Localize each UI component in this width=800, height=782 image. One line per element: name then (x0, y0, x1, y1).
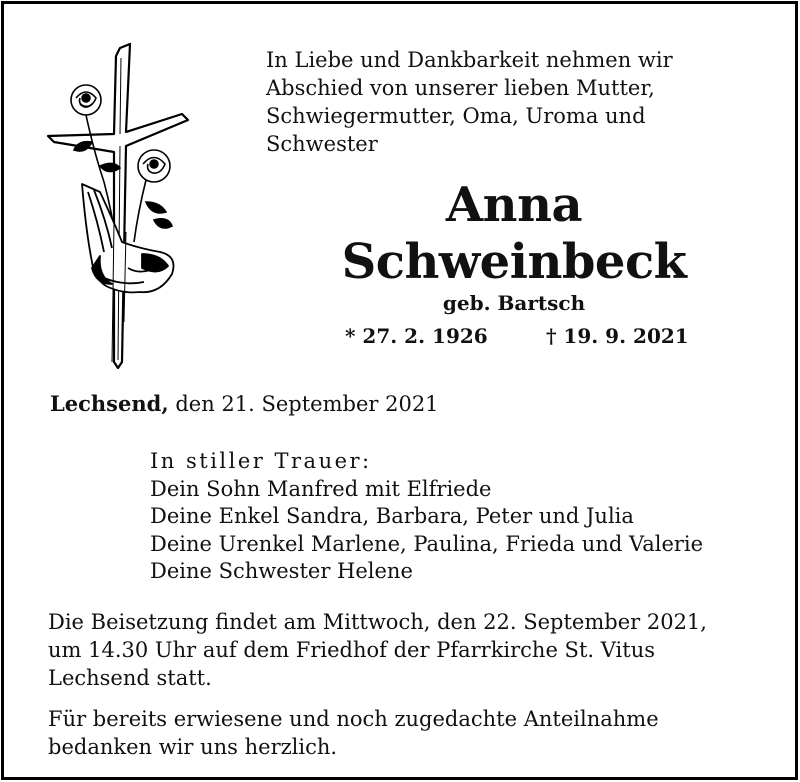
cross-roses-praying-hands-icon (42, 42, 192, 372)
funeral-line: Lechsend statt. (48, 666, 212, 690)
mourners-heading: In stiller Trauer: (150, 449, 372, 473)
funeral-line: um 14.30 Uhr auf dem Friedhof der Pfarrkirche St. Vitus (48, 638, 655, 662)
intro-line: Schwiegermutter, Oma, Uroma und (266, 104, 646, 128)
intro-text (266, 46, 766, 158)
mourner-line: Dein Sohn Manfred mit Elfriede (150, 476, 492, 501)
death-date: † 19. 9. 2021 (546, 324, 689, 348)
intro-line: In Liebe und Dankbarkeit nehmen wir (266, 48, 673, 72)
thanks-note (48, 705, 659, 761)
place-date-line (50, 391, 439, 416)
maiden-name: geb. Bartsch (442, 291, 586, 315)
funeral-line: Die Beisetzung findet am Mittwoch, den 22. September 2021, (48, 610, 707, 634)
place-name: Lechsend, (50, 391, 169, 416)
deceased-first-name: Anna (445, 177, 583, 233)
funeral-info (48, 608, 707, 692)
mourners-list (150, 448, 703, 586)
mourner-line: Deine Schwester Helene (150, 559, 413, 583)
obituary-frame (1, 1, 798, 780)
deceased-last-name: Schweinbeck (341, 234, 687, 290)
birth-date: * 27. 2. 1926 (345, 324, 488, 348)
mourner-line: Deine Enkel Sandra, Barbara, Peter und Julia (150, 504, 634, 528)
notice-date: den 21. September 2021 (175, 392, 439, 416)
intro-line: Abschied von unserer lieben Mutter, (266, 76, 655, 100)
mourner-line: Deine Urenkel Marlene, Paulina, Frieda und Valerie (150, 531, 704, 556)
intro-line: Schwester (266, 132, 378, 156)
thanks-line: Für bereits erwiesene und noch zugedachte Anteilnahme (48, 707, 659, 731)
thanks-line: bedanken wir uns herzlich. (48, 735, 338, 759)
